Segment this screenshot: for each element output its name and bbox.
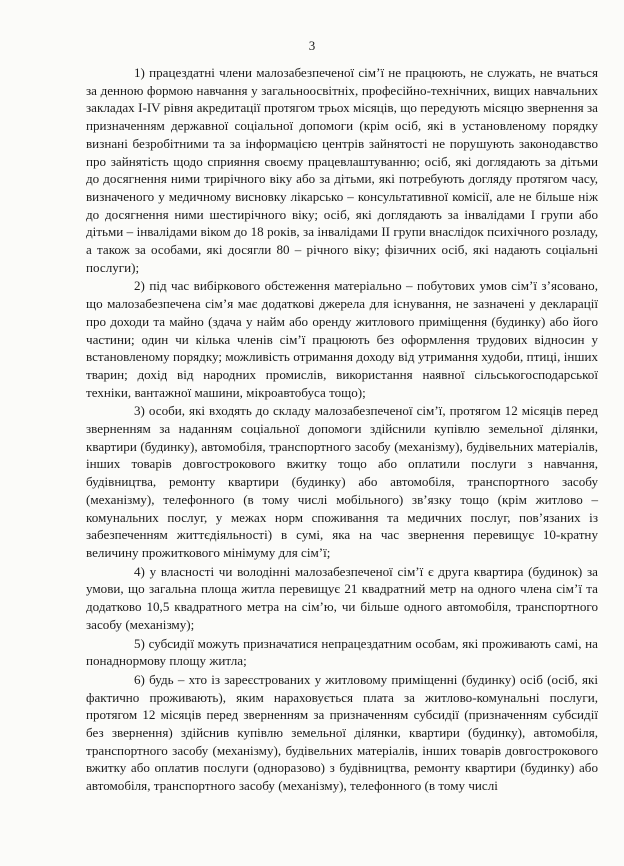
paragraph-4: 4) у власності чи володінні малозабезпеченої сім’ї є друга квартира (будинок) за умови, що загальна площа житла перевищує 21 квадратний метр на одного члена сім’ї та додатково 10,5 квадратного метра на сім’ю, чи більше одного автомобіля, транспортного засобу (механізму); [86,563,598,632]
paragraph-2: 2) під час вибіркового обстеження матеріально – побутових умов сім’ї з’ясовано, що малозабезпечена сім’я має додаткові джерела для існування, не зазначені у декларації про доходи та майно (здача у найм або оренду житлового приміщення (будинку) або його частини; один чи кілька членів сім’ї працюють без оформлення трудових відносин у встановленому порядку; можливість отримання доходу від утримання худоби, птиці, інших тварин; дохід від народних промислів, використання наявної сільськогосподарської техніки, вантажної машини, мікроавтобуса тощо); [86,278,598,400]
paragraph-1: 1) працездатні члени малозабезпеченої сім’ї не працюють, не служать, не вчаться за денною формою навчання у загальноосвітніх, професійно-технічних, вищих навчальних закладах І-ІV рівня акредитації протягом трьох місяців, що передують місяцю звернення за призначенням державної соціальної допомоги (крім осіб, які в установленому порядку визнані безробітними та за інформацією центрів зайнятості не порушують законодавство про зайнятість щодо сприяння своєму працевлаштуванню; осіб, які доглядають за дітьми до досягнення ними трирічного віку або за дітьми, які потребують догляду протягом часу, визначеного у медичному висновку лікарсько – консультативної комісії, але не більше ніж до досягнення ними шестирічного віку; осіб, які доглядають за інвалідами І групи або дітьми – інвалідами віком до 18 років, за інвалідами ІІ групи внаслідок психічного розладу, а також за особами, які досягли 80 – річного віку; фізичних осіб, які надають соціальні послуги); [86,65,598,275]
page-number: 3 [308,38,316,53]
document-body [86,64,598,795]
paragraph-6: 6) будь – хто із зареєстрованих у житловому приміщенні (будинку) осіб (осіб, які фактично проживають), яким нараховується плата за житлово-комунальні послуги, протягом 12 місяців перед зверненням за призначенням субсидії (призначенням субсидії без звернення) здійснив купівлю земельної ділянки, квартири (будинку), автомобіля, транспортного засобу (механізму), будівельних матеріалів, інших товарів довгострокового вжитку або оплатив послуги (одноразово) з будівництва, ремонту квартири (будинку) або автомобіля, транспортного засобу (механізму), телефонного (в тому числі [86,671,598,794]
paragraph-3: 3) особи, які входять до складу малозабезпеченої сім’ї, протягом 12 місяців перед зверненням за наданням соціальної допомоги здійснили купівлю земельної ділянки, квартири (будинку), автомобіля, транспортного засобу (механізму), будівельних матеріалів, інших товарів довгострокового вжитку тощо або оплатили послуги з навчання, будівництва, ремонту квартири (будинку) або автомобіля, транспортного засобу (механізму), телефонного (в тому числі мобільного) зв’язку тощо (крім житлово – комунальних послуг, у межах норм споживання та медичних послуг, пов’язаних із забезпеченням життєдіяльності) в сумі, яка на час звернення перевищує 10-кратну величину прожиткового мінімуму для сім’ї; [86,403,598,560]
paragraph-5: 5) субсидії можуть призначатися непрацездатним особам, які проживають самі, на понаднормову площу житла; [86,635,598,669]
